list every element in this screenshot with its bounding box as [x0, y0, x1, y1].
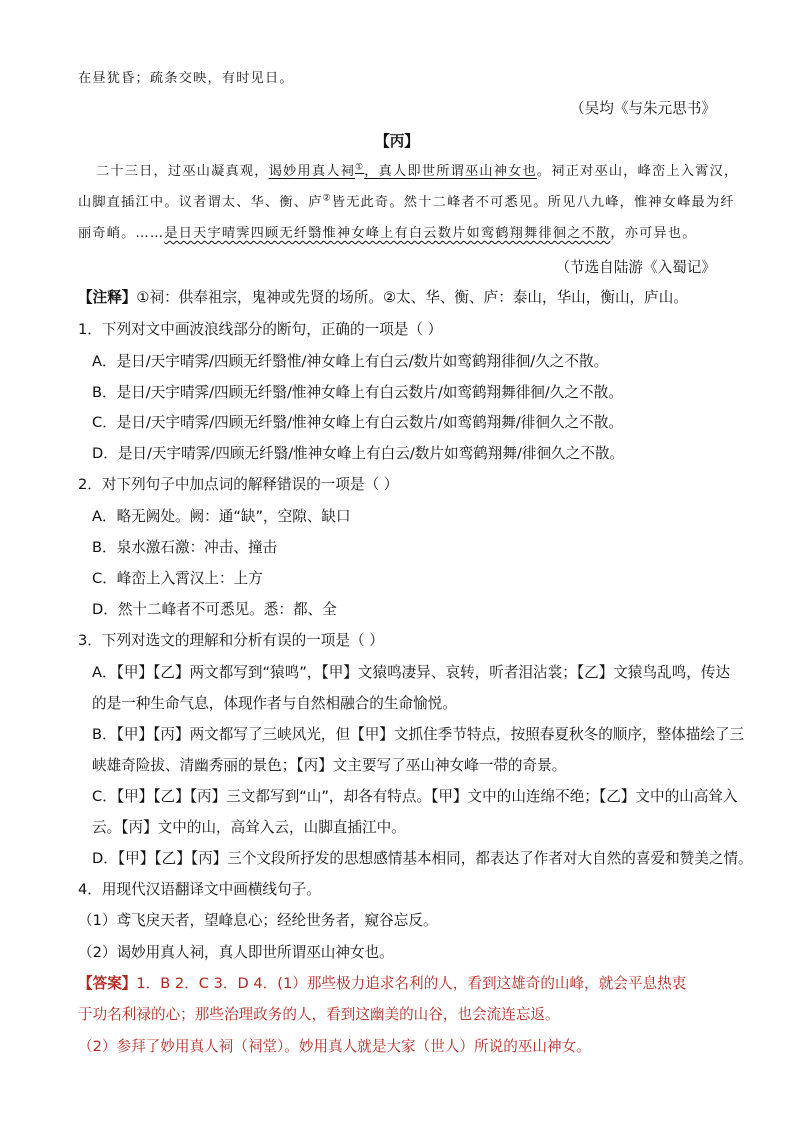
bing-p1-a: 二十三日，过巫山凝真观，: [96, 164, 269, 179]
continuation-line: 在昼犹昏；疏条交映，有时见日。: [78, 71, 294, 86]
q3-option-b-line1: B．【甲】【丙】两文都写了三峡风光，但【甲】文抓住季节特点，按照春夏秋冬的顺序，整体描绘了三: [92, 726, 745, 743]
note-line: [78, 286, 688, 307]
bing-passage-line-3: [78, 222, 697, 241]
source-yi: （吴均《与朱元思书》: [570, 100, 716, 117]
answer-text-1: 1．B 2．C 3．D 4．(1）那些极力追求名利的人，看到这雄奇的山峰，就会平息热衷: [136, 975, 687, 992]
q2-stem: 2．对下列句子中加点词的解释错误的一项是（ ）: [78, 476, 399, 493]
source-bing: （节选自陆游《入蜀记》: [555, 259, 716, 276]
q2-option-c: C．峰峦上入霄汉上：上方: [92, 570, 263, 587]
q3-option-a-line1: A．【甲】【乙】两文都写到“猿鸣”，【甲】文猿鸣凄异、哀转，听者泪沾裳；【乙】文猿鸟乱鸣，传达: [92, 664, 731, 681]
q3-option-d-line1: D．【甲】【乙】【丙】三个文段所抒发的思想感情基本相同，都表达了作者对大自然的喜爱和赞美之情。: [92, 850, 753, 867]
q2-option-a: A．略无阙处。阙：通“缺”，空隙、缺口: [92, 508, 351, 525]
q4-sentence-2: （2）谒妙用真人祠，真人即世所谓巫山神女也。: [78, 944, 394, 961]
q3-stem: 3．下列对选文的理解和分析有误的一项是（ ）: [78, 632, 384, 649]
footnote-mark-2: ②: [322, 193, 332, 204]
bing-p1-d: 真人即世所谓巫山神女也: [378, 164, 537, 179]
q3-option-b-line2: 峡雄奇险拔、清幽秀丽的景色；【丙】文主要写了巫山神女峰一带的奇景。: [92, 757, 567, 774]
bing-p1-e: 。祠正对巫山，峰峦上入霄汉，: [536, 164, 739, 179]
bing-passage-line-1: [96, 160, 738, 179]
bing-passage-line-2: [78, 191, 735, 210]
answer-line-2: 于功名利禄的心；那些治理政务的人，看到这幽美的山谷，也会流连忘返。: [78, 1006, 560, 1023]
bing-p3-a: 丽奇峭。……: [78, 226, 165, 241]
q1-option-d: D．是日/天宇晴霁/四顾无纤翳/惟神女峰上有白云/数片如鸾鹤翔舞/徘徊久之不散。: [92, 445, 625, 462]
footnote-mark-1: ①: [354, 162, 365, 173]
bing-p1-c: ，: [364, 164, 379, 179]
answer-line-3: （2）参拜了妙用真人祠（祠堂）。妙用真人就是大家（世人）所说的巫山神女。: [78, 1038, 591, 1055]
q2-option-d: D．然十二峰者不可悉见。悉：都、全: [92, 601, 337, 618]
answer-line-1: [78, 972, 686, 993]
bing-p3-end: ，亦可异也。: [610, 226, 697, 241]
bing-heading: 【丙】: [375, 133, 419, 150]
q3-option-c-line2: 云。【丙】文中的山，高耸入云，山脚直插江中。: [92, 819, 406, 836]
q4-stem: 4．用现代汉语翻译文中画横线句子。: [78, 881, 321, 898]
q3-option-c-line1: C．【甲】【乙】【丙】三文都写到“山”，却各有特点。【甲】文中的山连绵不绝；【乙】文中的山高耸入: [92, 788, 738, 805]
q1-stem: 1．下列对文中画波浪线部分的断句，正确的一项是（ ）: [78, 321, 443, 338]
bing-p1-b: 谒妙用真人祠: [268, 164, 355, 179]
q1-option-c: C．是日/天宇晴霁/四顾无纤翳/惟神女峰上有白云数片/如鸾鹤翔舞/徘徊久之不散。: [92, 414, 623, 431]
q1-option-b: B．是日/天宇晴霁/四顾无纤翳/惟神女峰上有白云数片/如鸾鹤翔舞徘徊/久之不散。: [92, 384, 623, 401]
note-label: 【注释】: [78, 289, 137, 306]
q3-option-a-line2: 的是一种生命气息，体现作者与自然相融合的生命愉悦。: [92, 695, 457, 712]
bing-p2-a: 山脚直插江中。议者谓太、华、衡、庐: [78, 195, 323, 210]
note-text: ①祠：供奉祖宗，鬼神或先贤的场所。②太、华、衡、庐：泰山，华山，衡山，庐山。: [136, 289, 688, 306]
q2-option-b: B．泉水激石激：冲击、撞击: [92, 539, 278, 556]
q1-option-a: A．是日/天宇晴霁/四顾无纤翳惟/神女峰上有白云/数片如鸾鹤翔徘徊/久之不散。: [92, 353, 609, 370]
q4-sentence-1: （1）鸢飞戾天者，望峰息心；经纶世务者，窥谷忘反。: [78, 912, 438, 929]
bing-p3-wavy: 是日天宇晴霁四顾无纤翳惟神女峰上有白云数片如鸾鹤翔舞徘徊之不散: [164, 226, 611, 241]
answer-label: 【答案】: [78, 975, 137, 992]
bing-p2-b: 皆无此奇。然十二峰者不可悉见。所见八九峰，惟神女峰最为纤: [331, 195, 735, 210]
